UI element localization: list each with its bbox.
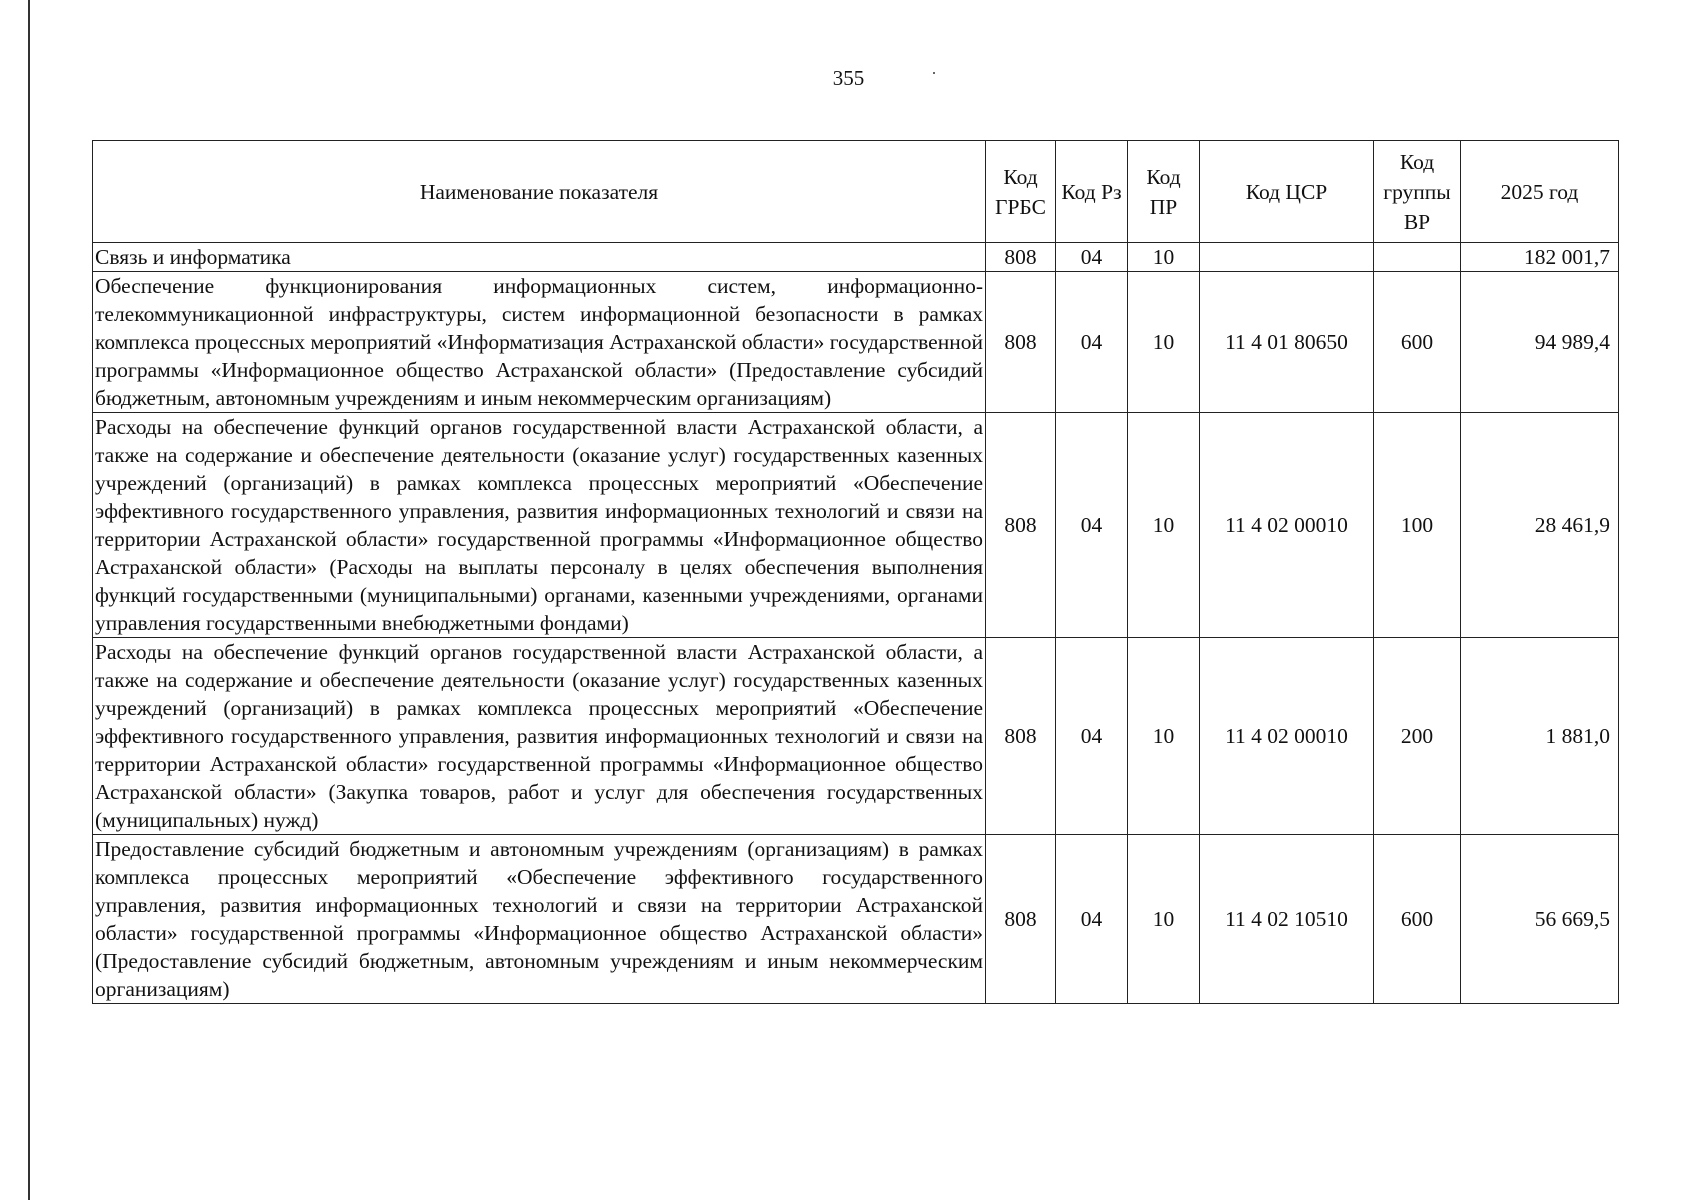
row-amount: 56 669,5 [1461,835,1619,1004]
row-rz: 04 [1056,413,1128,638]
header-grbs: Код ГРБС [986,141,1056,243]
row-grbs: 808 [986,413,1056,638]
table-row [93,272,1619,413]
header-pr: Код ПР [1128,141,1200,243]
header-year: 2025 год [1461,141,1619,243]
row-vr: 600 [1374,835,1461,1004]
row-name: Связь и информатика [93,243,986,272]
row-csr: 11 4 02 00010 [1200,638,1374,835]
budget-table [92,140,1619,1004]
row-pr: 10 [1128,243,1200,272]
row-pr: 10 [1128,413,1200,638]
page-number: 355 [832,66,865,90]
row-name: Предоставление субсидий бюджетным и автономным учреждениям (организациям) в рамках комплекса процессных мероприятий «Обеспечение эффективного государственного управления, развития информационных технологий и связи на территории Астраханской области» государственной программы «Информационное общество Астраханской области» (Предоставление субсидий бюджетным, автономным учреждениям и иным некоммерческим организациям) [93,835,986,1004]
header-csr: Код ЦСР [1200,141,1374,243]
row-grbs: 808 [986,243,1056,272]
header-vr: Код группы ВР [1374,141,1461,243]
table-row [93,835,1619,1004]
row-csr: 11 4 01 80650 [1200,272,1374,413]
row-vr [1374,243,1461,272]
row-grbs: 808 [986,638,1056,835]
table-row [93,413,1619,638]
row-pr: 10 [1128,638,1200,835]
row-name: Обеспечение функционирования информационных систем, информационно-телекоммуникационной инфраструктуры, систем информационной безопасности в рамках комплекса процессных мероприятий «Информатизация Астраханской области» государственной программы «Информационное общество Астраханской области» (Предоставление субсидий бюджетным, автономным учреждениям и иным некоммерческим организациям) [93,272,986,413]
table-row [93,638,1619,835]
row-rz: 04 [1056,638,1128,835]
row-csr: 11 4 02 10510 [1200,835,1374,1004]
row-amount: 28 461,9 [1461,413,1619,638]
row-vr: 100 [1374,413,1461,638]
row-csr: 11 4 02 00010 [1200,413,1374,638]
row-csr [1200,243,1374,272]
row-grbs: 808 [986,835,1056,1004]
row-name: Расходы на обеспечение функций органов государственной власти Астраханской области, а также на содержание и обеспечение деятельности (оказание услуг) государственных казенных учреждений (организаций) в рамках комплекса процессных мероприятий «Обеспечение эффективного государственного управления, развития информационных технологий и связи на территории Астраханской области» государственной программы «Информационное общество Астраханской области» (Закупка товаров, работ и услуг для обеспечения государственных (муниципальных) нужд) [93,638,986,835]
row-amount: 182 001,7 [1461,243,1619,272]
table-header-row [93,141,1619,243]
row-pr: 10 [1128,835,1200,1004]
header-rz: Код Рз [1056,141,1128,243]
row-amount: 94 989,4 [1461,272,1619,413]
row-vr: 600 [1374,272,1461,413]
row-grbs: 808 [986,272,1056,413]
table-row [93,243,1619,272]
row-amount: 1 881,0 [1461,638,1619,835]
row-name: Расходы на обеспечение функций органов государственной власти Астраханской области, а также на содержание и обеспечение деятельности (оказание услуг) государственных казенных учреждений (организаций) в рамках комплекса процессных мероприятий «Обеспечение эффективного государственного управления, развития информационных технологий и связи на территории Астраханской области» государственной программы «Информационное общество Астраханской области» (Расходы на выплаты персоналу в целях обеспечения выполнения функций государственными (муниципальными) органами, казенными учреждениями, органами управления государственными внебюджетными фондами) [93,413,986,638]
row-rz: 04 [1056,835,1128,1004]
page-margin-line [28,0,30,1200]
row-rz: 04 [1056,243,1128,272]
row-vr: 200 [1374,638,1461,835]
scan-speck [933,72,935,74]
header-name: Наименование показателя [93,141,986,243]
row-pr: 10 [1128,272,1200,413]
row-rz: 04 [1056,272,1128,413]
